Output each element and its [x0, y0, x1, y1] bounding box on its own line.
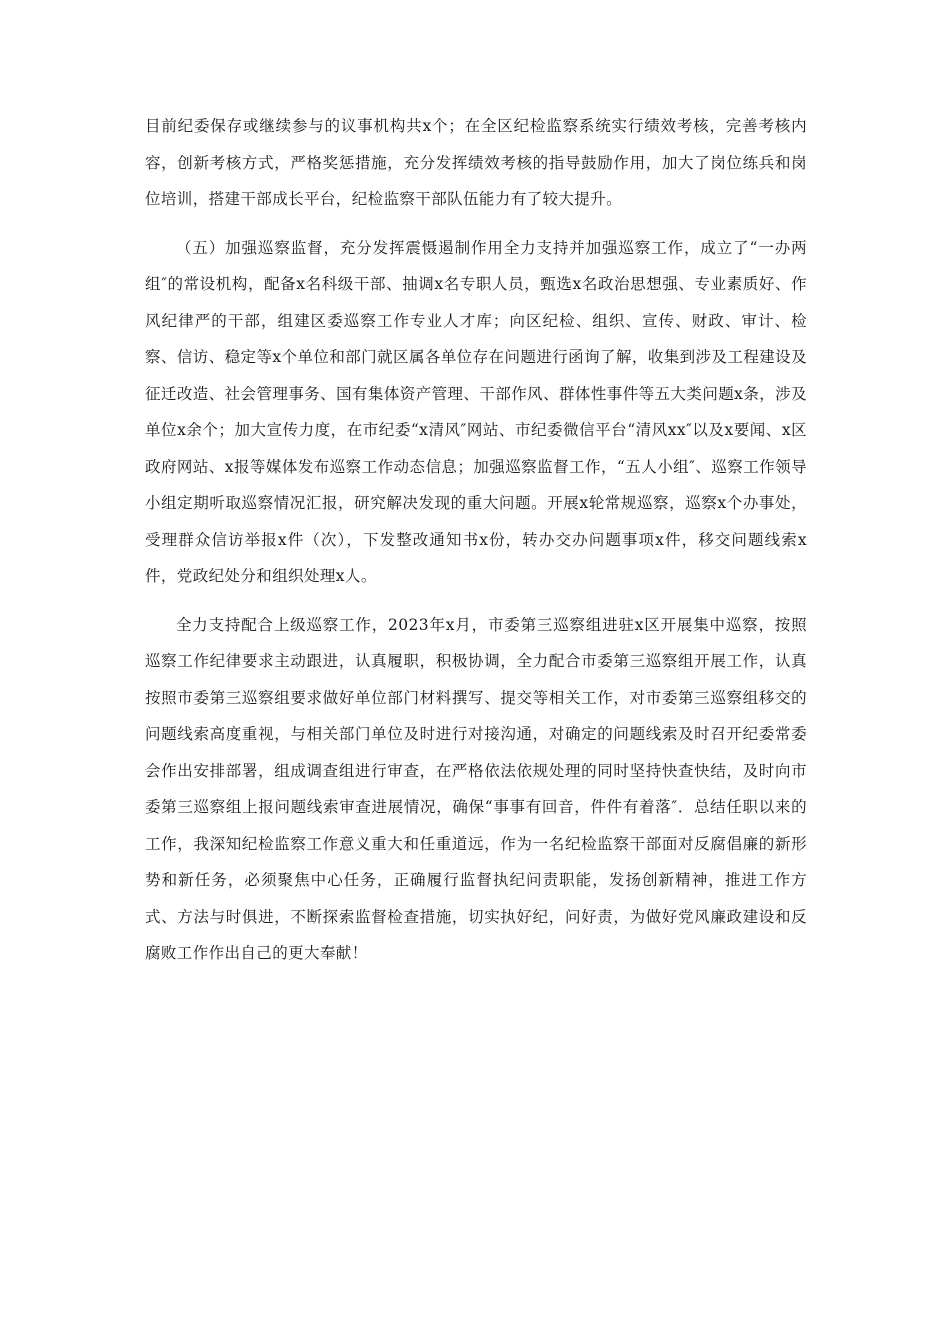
document-body	[145, 108, 807, 984]
paragraph-support-superior-inspection: 全力支持配合上级巡察工作，2023年x月，市委第三巡察组进驻x区开展集中巡察，按照巡察工作纪律要求主动跟进，认真履职，积极协调，全力配合市委第三巡察组开展工作，认真按照市委第三巡察组要求做好单位部门材料撰写、提交等相关工作，对市委第三巡察组移交的问题线索高度重视，与相关部门单位及时进行对接沟通，对确定的问题线索及时召开纪委常委会作出安排部署，组成调查组进行审查，在严格依法依规处理的同时坚持快查快结，及时向市委第三巡察组上报问题线索审查进展情况，确保“事事有回音，件件有着落″．总结任职以来的工作，我深知纪检监察工作意义重大和任重道远，作为一名纪检监察干部面对反腐倡廉的新形势和新任务，必须聚焦中心任务，正确履行监督执纪问责职能，发扬创新精神，推进工作方式、方法与时俱进，不断探索监督检查措施，切实执好纪，问好责，为做好党风廉政建设和反腐败工作作出自己的更大奉献！	[145, 615, 807, 962]
paragraph-continuation: 目前纪委保存或继续参与的议事机构共x个；在全区纪检监察系统实行绩效考核，完善考核内容，创新考核方式，严格奖惩措施，充分发挥绩效考核的指导鼓励作用，加大了岗位练兵和岗位培训，搭建干部成长平台，纪检监察干部队伍能力有了较大提升。	[145, 117, 807, 208]
paragraph-inspection-supervision: （五）加强巡察监督，充分发挥震慑遏制作用全力支持并加强巡察工作，成立了“一办两组″的常设机构，配备x名科级干部、抽调x名专职人员，甄选x名政治思想强、专业素质好、作风纪律严的干部，组建区委巡察工作专业人才库；向区纪检、组织、宣传、财政、审计、检察、信访、稳定等x个单位和部门就区属各单位存在问题进行函询了解，收集到涉及工程建设及征迁改造、社会管理事务、国有集体资产管理、干部作风、群体性事件等五大类问题x条，涉及单位x余个；加大宣传力度，在市纪委“x清风″网站、市纪委微信平台“清风xx″以及x要闻、x区政府网站、x报等媒体发布巡察工作动态信息；加强巡察监督工作，“五人小组″、巡察工作领导小组定期听取巡察情况汇报，研究解决发现的重大问题。开展x轮常规巡察，巡察x个办事处，受理群众信访举报x件（次），下发整改通知书x份，转办交办问题事项x件，移交问题线索x件，党政纪处分和组织处理x人。	[145, 238, 807, 585]
